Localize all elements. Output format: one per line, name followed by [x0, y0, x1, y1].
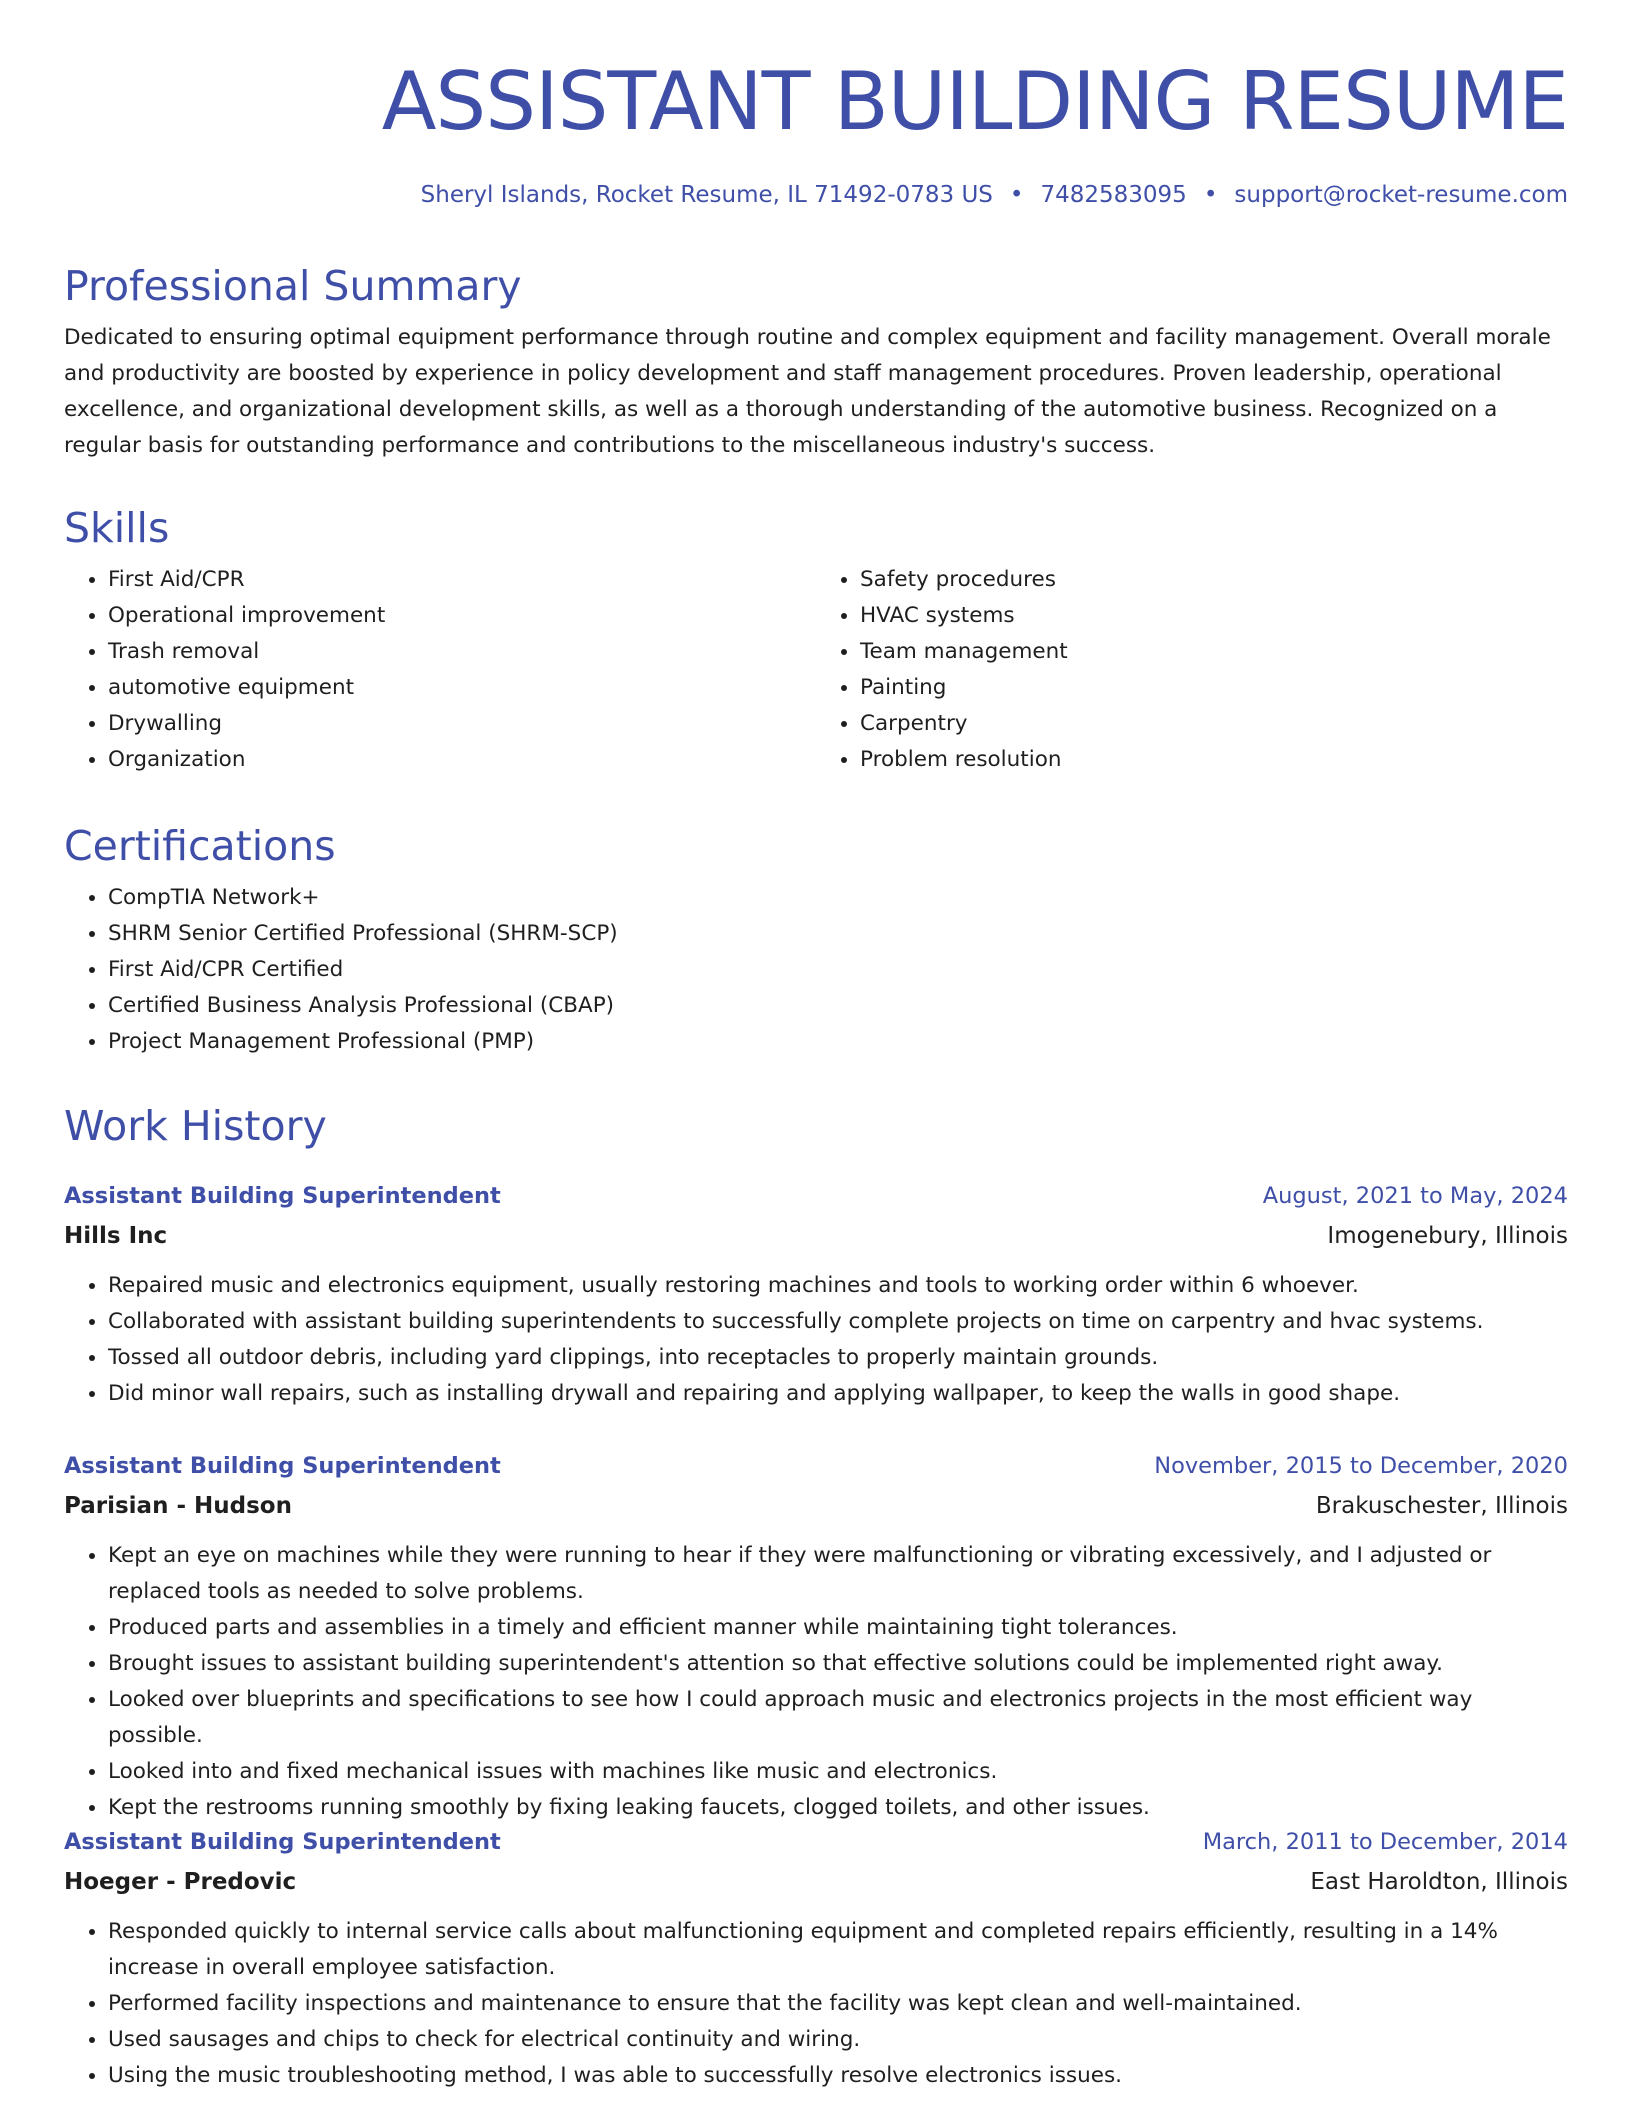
certifications-heading: Certifications — [64, 822, 336, 870]
job-company: Hoeger - Predovic — [64, 1869, 297, 1895]
skills-list-right — [816, 562, 1568, 778]
contact-line — [64, 180, 1568, 210]
job-entry — [64, 1822, 1568, 2094]
job-bullets — [64, 1538, 1568, 1826]
job-bullets — [64, 1914, 1568, 2094]
resume-title: ASSISTANT BUILDING RESUME — [381, 55, 1568, 148]
job-bullet: • Kept an eye on machines while they were running to hear if they were malfunctioning or vibrating excessively, and I adjusted or replaced tools as needed to solve problems. — [108, 1538, 1568, 1610]
job-bullet: • Tossed all outdoor debris, including yard clippings, into receptacles to properly maintain grounds. — [108, 1340, 1568, 1376]
job-bullet: • Looked over blueprints and specifications to see how I could approach music and electronics projects in the most efficient way possible. — [108, 1682, 1568, 1754]
certification-item: • Certified Business Analysis Professional (CBAP) — [108, 988, 1568, 1024]
job-bullet: • Used sausages and chips to check for electrical continuity and wiring. — [108, 2022, 1568, 2058]
skills-heading: Skills — [64, 504, 170, 552]
job-subheader — [64, 1862, 1568, 1902]
job-bullet: • Performed facility inspections and maintenance to ensure that the facility was kept clean and well-maintained. — [108, 1986, 1568, 2022]
certifications-section — [64, 822, 1568, 1060]
contact-address: Sheryl Islands, Rocket Resume, IL 71492-0783 US — [420, 182, 993, 208]
contact-phone: 7482583095 — [1040, 182, 1187, 208]
job-location: Brakuschester, Illinois — [1315, 1493, 1568, 1519]
skill-item: • Safety procedures — [860, 562, 1568, 598]
job-bullet: • Using the music troubleshooting method, I was able to successfully resolve electronics issues. — [108, 2058, 1568, 2094]
skill-item: • Carpentry — [860, 706, 1568, 742]
job-bullet: • Brought issues to assistant building superintendent's attention so that effective solutions could be implemented right away. — [108, 1646, 1568, 1682]
job-subheader — [64, 1216, 1568, 1256]
skill-item: • Operational improvement — [108, 598, 816, 634]
skill-item: • Problem resolution — [860, 742, 1568, 778]
job-location: East Haroldton, Illinois — [1310, 1869, 1568, 1895]
job-bullet: • Responded quickly to internal service calls about malfunctioning equipment and completed repairs efficiently, resulting in a 14% increase in overall employee satisfaction. — [108, 1914, 1568, 1986]
skill-item: • First Aid/CPR — [108, 562, 816, 598]
job-title: Assistant Building Superintendent — [64, 1829, 501, 1855]
work-history-heading: Work History — [64, 1102, 327, 1150]
job-bullet: • Produced parts and assemblies in a timely and efficient manner while maintaining tight tolerances. — [108, 1610, 1568, 1646]
job-dates: March, 2011 to December, 2014 — [1202, 1829, 1568, 1855]
skills-list-left — [64, 562, 816, 778]
job-dates: November, 2015 to December, 2020 — [1154, 1453, 1568, 1479]
job-bullet: • Repaired music and electronics equipment, usually restoring machines and tools to working order within 6 whoever. — [108, 1268, 1568, 1304]
job-bullet: • Collaborated with assistant building superintendents to successfully complete projects on time on carpentry and hvac systems. — [108, 1304, 1568, 1340]
job-entry — [64, 1176, 1568, 1412]
contact-separator: • — [1009, 182, 1024, 208]
job-header — [64, 1176, 1568, 1216]
summary-section — [64, 262, 1568, 464]
job-bullets — [64, 1268, 1568, 1412]
certification-item: • CompTIA Network+ — [108, 880, 1568, 916]
resume-header — [64, 55, 1568, 148]
job-company: Parisian - Hudson — [64, 1493, 292, 1519]
skill-item: • Team management — [860, 634, 1568, 670]
skills-columns — [64, 562, 1568, 778]
summary-heading: Professional Summary — [64, 262, 522, 310]
skills-section — [64, 504, 1568, 778]
certifications-list — [64, 880, 1568, 1060]
certification-item: • SHRM Senior Certified Professional (SHRM-SCP) — [108, 916, 1568, 952]
job-title: Assistant Building Superintendent — [64, 1183, 501, 1209]
skill-item: • automotive equipment — [108, 670, 816, 706]
job-bullet: • Did minor wall repairs, such as installing drywall and repairing and applying wallpaper, to keep the walls in good shape. — [108, 1376, 1568, 1412]
skill-item: • HVAC systems — [860, 598, 1568, 634]
job-subheader — [64, 1486, 1568, 1526]
job-bullet: • Looked into and fixed mechanical issues with machines like music and electronics. — [108, 1754, 1568, 1790]
skill-item: • Drywalling — [108, 706, 816, 742]
skill-item: • Trash removal — [108, 634, 816, 670]
job-dates: August, 2021 to May, 2024 — [1262, 1183, 1568, 1209]
work-history-section — [64, 1102, 1568, 1150]
job-location: Imogenebury, Illinois — [1327, 1223, 1568, 1249]
job-header — [64, 1446, 1568, 1486]
summary-text: Dedicated to ensuring optimal equipment performance through routine and complex equipment and facility management. Overall morale and productivity are boosted by experience in policy development and staff management procedures. Proven leadership, operational excellence, and organizational development skills, as well as a thorough understanding of the automotive business. Recognized on a regular basis for outstanding performance and contributions to the miscellaneous industry's success. — [64, 325, 1551, 458]
job-header — [64, 1822, 1568, 1862]
skill-item: • Painting — [860, 670, 1568, 706]
job-title: Assistant Building Superintendent — [64, 1453, 501, 1479]
certification-item: • First Aid/CPR Certified — [108, 952, 1568, 988]
certification-item: • Project Management Professional (PMP) — [108, 1024, 1568, 1060]
contact-email: support@rocket-resume.com — [1234, 182, 1568, 208]
skill-item: • Organization — [108, 742, 816, 778]
contact-separator: • — [1203, 182, 1218, 208]
job-entry — [64, 1446, 1568, 1826]
job-company: Hills Inc — [64, 1223, 168, 1249]
job-bullet: • Kept the restrooms running smoothly by fixing leaking faucets, clogged toilets, and other issues. — [108, 1790, 1568, 1826]
